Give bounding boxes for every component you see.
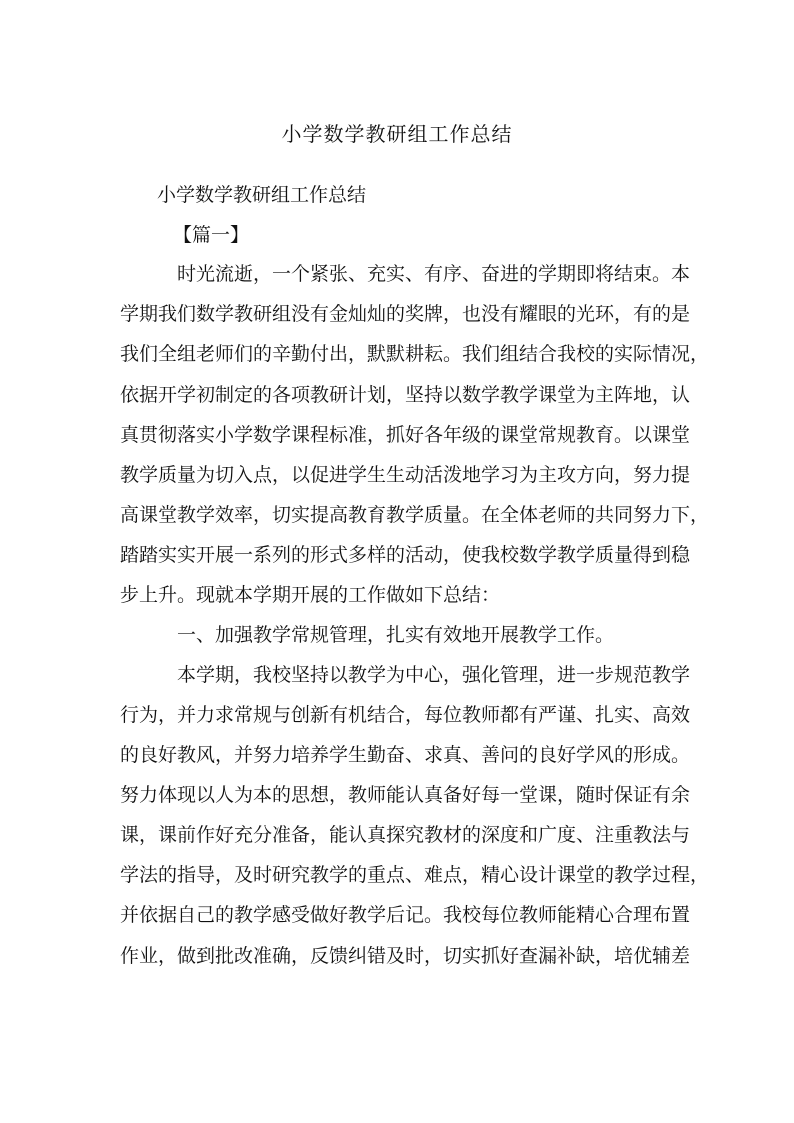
paragraph-line: 的良好教风，并努力培养学生勤奋、求真、善问的良好学风的形成。	[120, 744, 691, 766]
document-subtitle: 小学数学教研组工作总结	[157, 184, 367, 206]
document-title: 小学数学教研组工作总结	[281, 122, 513, 146]
paragraph-line: 课，课前作好充分准备，能认真探究教材的深度和广度、注重教法与	[120, 824, 691, 846]
paragraph-line: 真贯彻落实小学数学课程标准，抓好各年级的课堂常规教育。以课堂	[120, 424, 691, 446]
paragraph-line: 时光流逝，一个紧张、充实、有序、奋进的学期即将结束。本	[177, 263, 691, 285]
paragraph-line: 步上升。现就本学期开展的工作做如下总结：	[120, 584, 501, 606]
paragraph-line: 并依据自己的教学感受做好教学后记。我校每位教师能精心合理布置	[120, 904, 691, 926]
paragraph-line: 本学期，我校坚持以教学为中心，强化管理，进一步规范教学	[177, 664, 691, 686]
paragraph-line: 我们全组老师们的辛勤付出，默默耕耘。我们组结合我校的实际情况，	[120, 343, 710, 365]
paragraph-line: 依据开学初制定的各项教研计划，坚持以数学教学课堂为主阵地，认	[120, 384, 691, 406]
section-heading-one: 一、加强教学常规管理，扎实有效地开展教学工作。	[177, 624, 615, 646]
section-label: 【篇一】	[173, 224, 250, 246]
paragraph-line: 学法的指导，及时研究教学的重点、难点，精心设计课堂的教学过程，	[120, 864, 710, 886]
paragraph-line: 行为，并力求常规与创新有机结合，每位教师都有严谨、扎实、高效	[120, 704, 691, 726]
paragraph-line: 高课堂教学效率，切实提高教育教学质量。在全体老师的共同努力下，	[120, 504, 710, 526]
paragraph-line: 努力体现以人为本的思想，教师能认真备好每一堂课，随时保证有余	[120, 784, 691, 806]
paragraph-line: 踏踏实实开展一系列的形式多样的活动，使我校数学教学质量得到稳	[120, 544, 691, 566]
paragraph-line: 学期我们数学教研组没有金灿灿的奖牌，也没有耀眼的光环，有的是	[120, 303, 691, 325]
paragraph-line: 教学质量为切入点，以促进学生生动活泼地学习为主攻方向，努力提	[120, 464, 691, 486]
paragraph-line: 作业，做到批改准确，反馈纠错及时，切实抓好查漏补缺，培优辅差	[120, 945, 691, 967]
